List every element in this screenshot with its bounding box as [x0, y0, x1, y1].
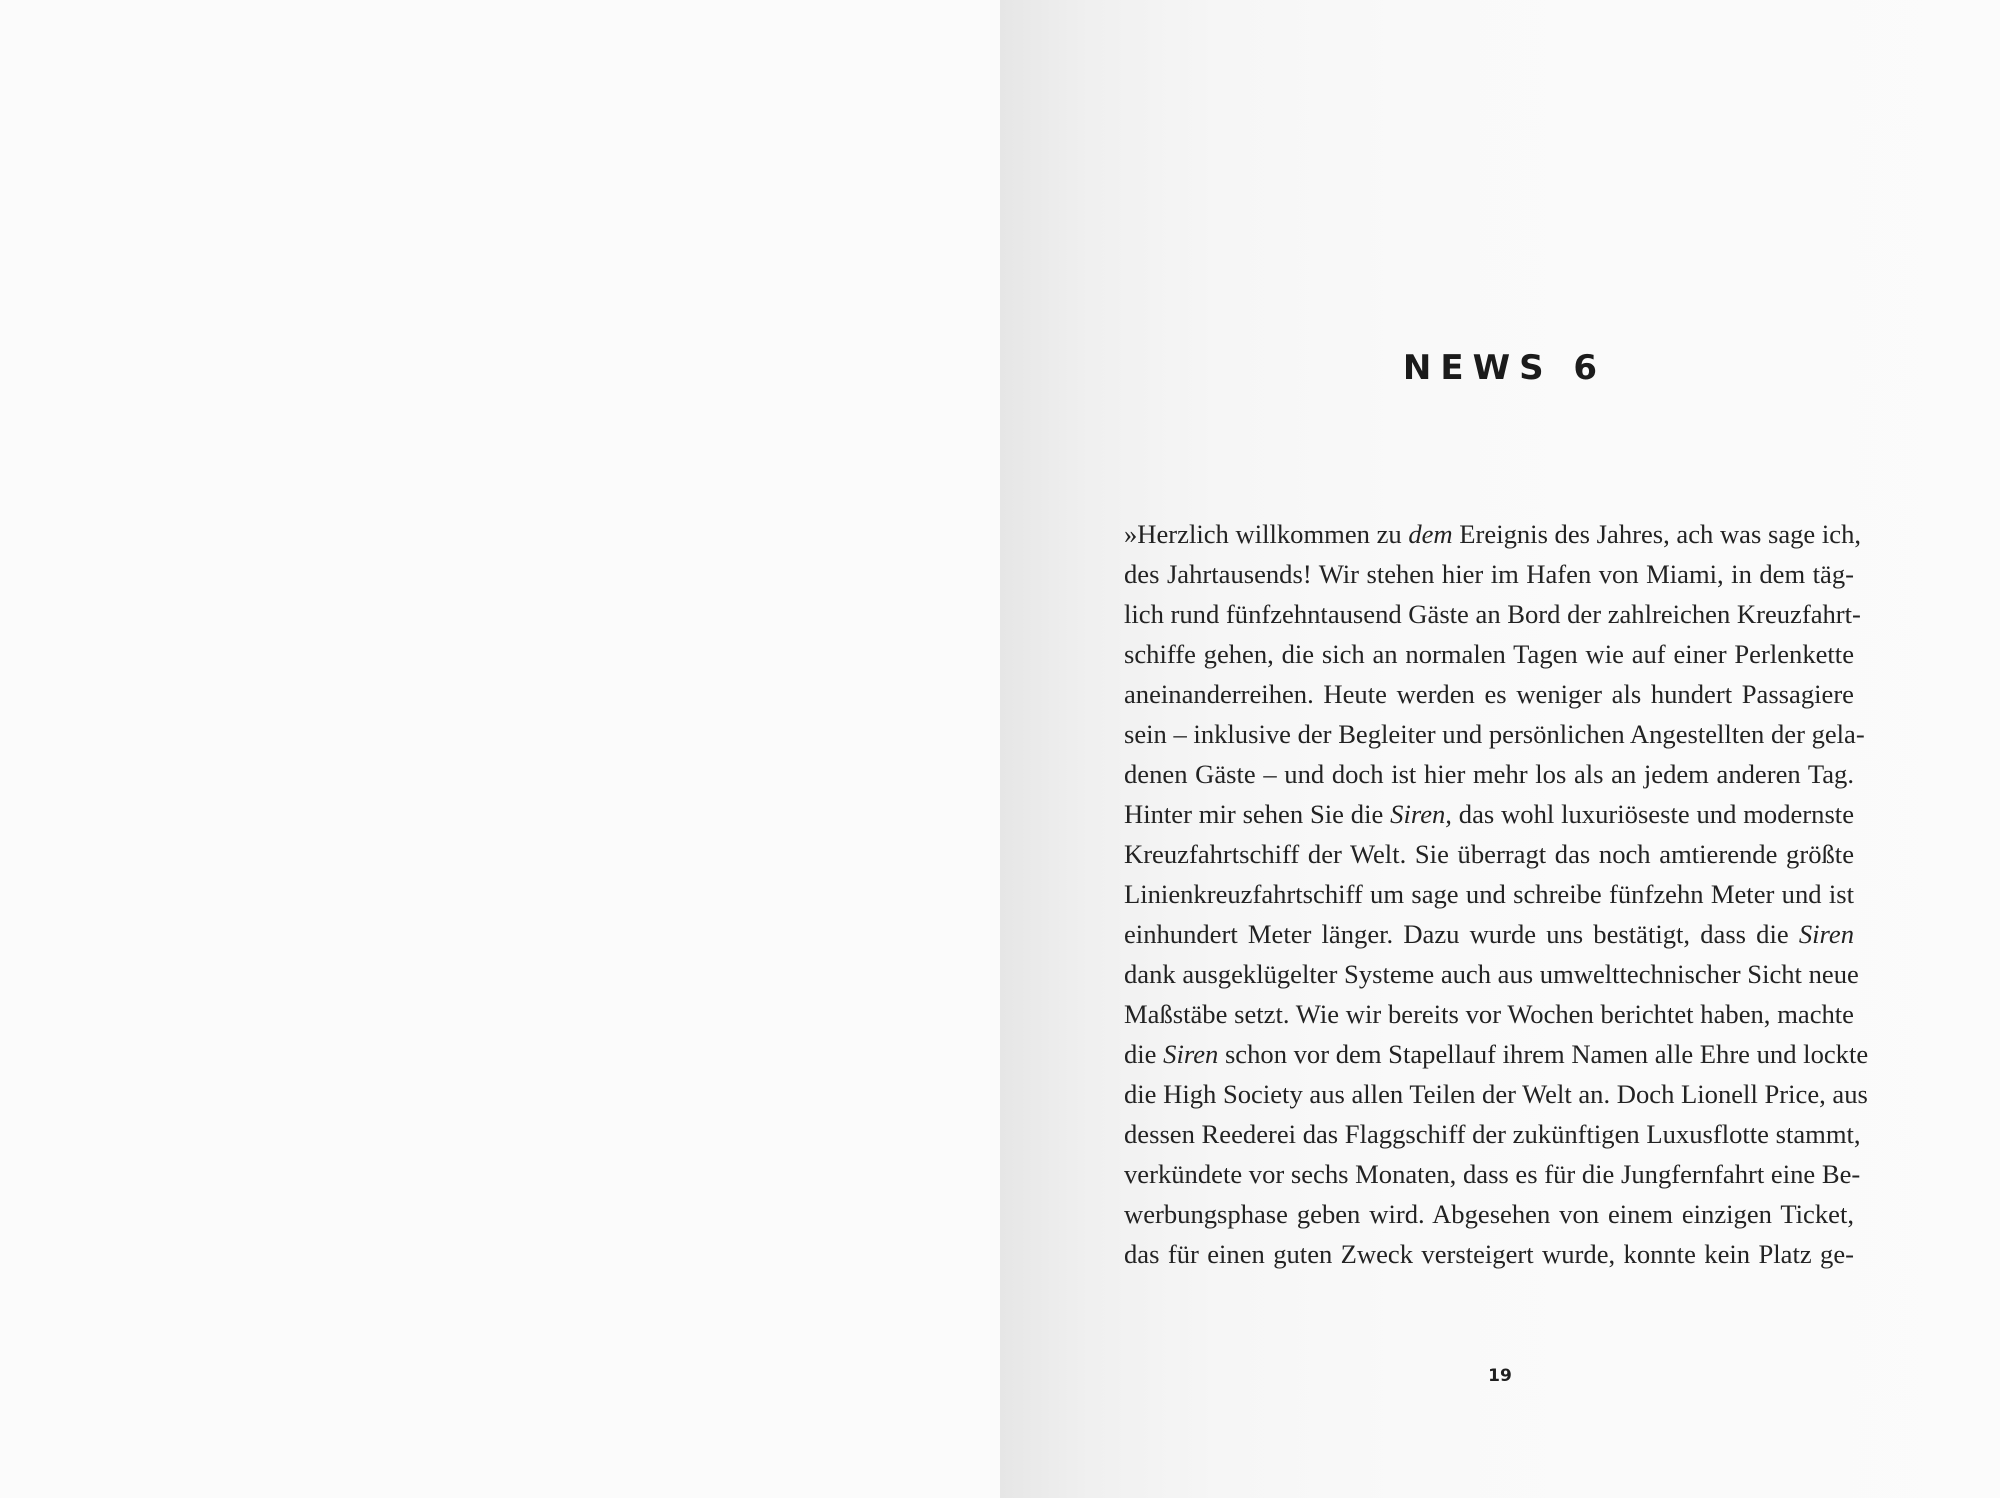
text-line: die Siren schon vor dem Stapellauf ihrem Namen alle Ehre und lockte	[1124, 1039, 1869, 1069]
text-line: Maßstäbe setzt. Wie wir bereits vor Wochen berichtet haben, machte	[1124, 999, 1854, 1029]
body-text	[1124, 514, 1869, 1274]
text-line: Linienkreuzfahrtschiff um sage und schreibe fünfzehn Meter und ist	[1124, 879, 1854, 909]
text-line: werbungsphase geben wird. Abgesehen von einem einzigen Ticket,	[1124, 1199, 1854, 1229]
text-line: des Jahrtausends! Wir stehen hier im Hafen von Miami, in dem täg-	[1124, 559, 1854, 589]
chapter-title: NEWS 6	[1402, 348, 1607, 388]
text-line: einhundert Meter länger. Dazu wurde uns bestätigt, dass die Siren	[1124, 919, 1854, 949]
text-line: aneinanderreihen. Heute werden es weniger als hundert Passagiere	[1124, 679, 1854, 709]
text-line: lich rund fünfzehntausend Gäste an Bord der zahlreichen Kreuzfahrt-	[1124, 599, 1861, 629]
page-number: 19	[1488, 1366, 1512, 1386]
text-line: das für einen guten Zweck versteigert wurde, konnte kein Platz ge-	[1124, 1239, 1854, 1269]
text-line: »Herzlich willkommen zu dem Ereignis des Jahres, ach was sage ich,	[1124, 519, 1862, 549]
text-line: die High Society aus allen Teilen der Welt an. Doch Lionell Price, aus	[1124, 1079, 1868, 1109]
text-line: Hinter mir sehen Sie die Siren, das wohl luxuriöseste und modernste	[1124, 799, 1854, 829]
text-line: schiffe gehen, die sich an normalen Tagen wie auf einer Perlenkette	[1124, 639, 1854, 669]
text-line: denen Gäste – und doch ist hier mehr los als an jedem anderen Tag.	[1124, 759, 1854, 789]
text-line: dank ausgeklügelter Systeme auch aus umwelttechnischer Sicht neue	[1124, 959, 1859, 989]
right-page	[1000, 0, 2000, 1498]
text-line: dessen Reederei das Flaggschiff der zukünftigen Luxusflotte stammt,	[1124, 1119, 1861, 1149]
text-line: verkündete vor sechs Monaten, dass es für die Jungfernfahrt eine Be-	[1124, 1159, 1861, 1189]
text-line: Kreuzfahrtschiff der Welt. Sie überragt das noch amtierende größte	[1124, 839, 1854, 869]
text-line: sein – inklusive der Begleiter und persönlichen Angestellten der gela-	[1124, 719, 1865, 749]
